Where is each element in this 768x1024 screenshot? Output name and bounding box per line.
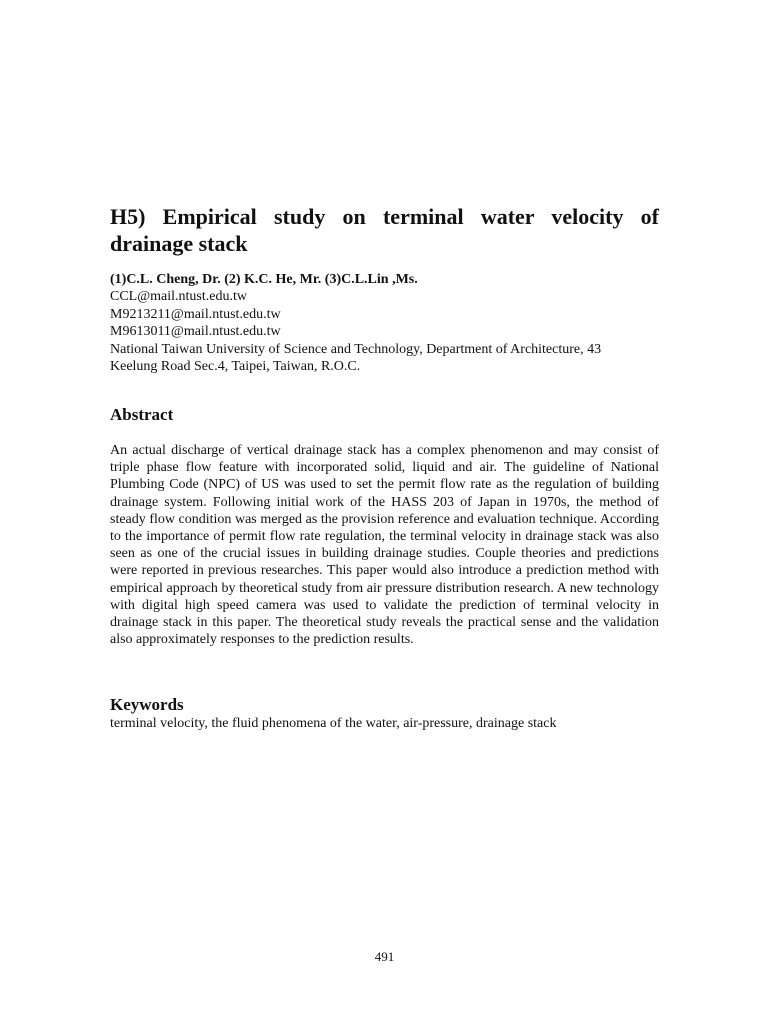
paper-page [110, 0, 659, 1024]
keywords-text: terminal velocity, the fluid phenomena of the water, air-pressure, drainage stack [110, 716, 557, 731]
abstract-text: An actual discharge of vertical drainage stack has a complex phenomenon and may consist of triple phase flow feature with incorporated solid, liquid and air. The guideline of National Plumbing Code (NPC) of US was used to set the permit flow rate as the regulation of building drainage system. Following initial work of the HASS 203 of Japan in 1970s, the method of steady flow condition was merged as the provision reference and evaluation technique. According to the importance of permit flow rate regulation, the terminal velocity in drainage stack was also seen as one of the crucial issues in building drainage studies. Couple theories and predictions were reported in previous researches. This paper would also introduce a prediction method with empirical approach by theoretical study from air pressure distribution research. A new technology with digital high speed camera was used to validate the prediction of terminal velocity in drainage stack in this paper. The theoretical study reveals the practical sense and the validation also approximately responses to the prediction results. [110, 443, 659, 648]
author-email-3: M9613011@mail.ntust.edu.tw [110, 324, 281, 340]
author-names: (1)C.L. Cheng, Dr. (2) K.C. He, Mr. (3)C.L.Lin ,Ms. [110, 272, 418, 287]
keywords-heading: Keywords [110, 695, 184, 714]
affiliation-line-2: Keelung Road Sec.4, Taipei, Taiwan, R.O.C. [110, 359, 361, 375]
abstract-heading: Abstract [110, 405, 174, 424]
affiliation-line-1: National Taiwan University of Science and Technology, Department of Architecture, 43 [110, 341, 602, 357]
paper-title-line-1: H5) Empirical study on terminal water velocity of [110, 204, 659, 229]
paper-title [110, 203, 659, 257]
page-number: 491 [374, 949, 395, 964]
author-email-2: M9213211@mail.ntust.edu.tw [110, 306, 281, 322]
author-email-1: CCL@mail.ntust.edu.tw [110, 289, 247, 305]
author-block [110, 271, 659, 375]
paper-title-line-2: drainage stack [110, 231, 248, 256]
